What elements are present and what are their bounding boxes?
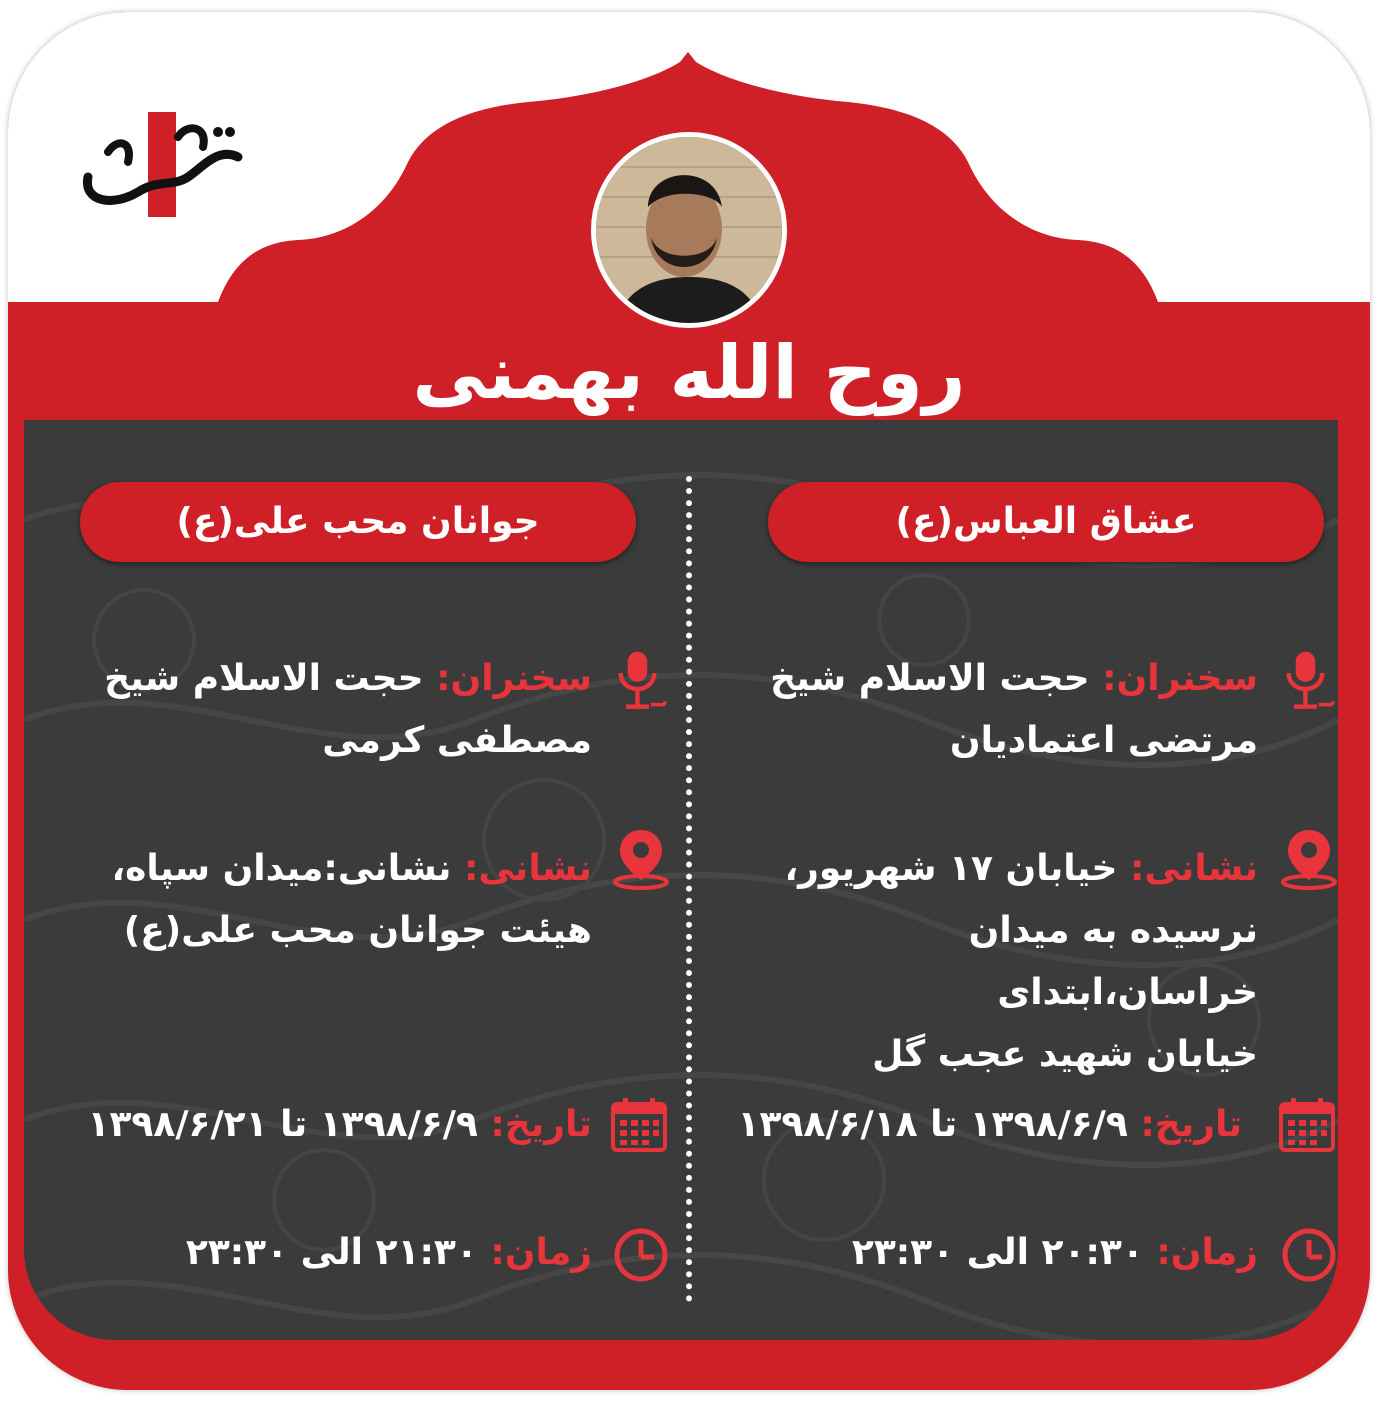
clock-icon bbox=[612, 1224, 670, 1286]
speaker-line1: حجت الاسلام شیخ bbox=[104, 658, 424, 699]
date-label: تاریخ: bbox=[1140, 1104, 1242, 1145]
clock-icon bbox=[1280, 1224, 1338, 1286]
event-title-pill: جوانان محب علی(ع) bbox=[80, 482, 636, 562]
calendar-icon bbox=[1278, 1094, 1336, 1156]
date-row bbox=[622, 1094, 1242, 1156]
speaker-label: سخنران: bbox=[436, 658, 592, 699]
speaker-line2: مرتضی اعتمادیان bbox=[949, 720, 1258, 761]
calendar-icon bbox=[610, 1094, 668, 1156]
date-label: تاریخ: bbox=[490, 1104, 592, 1145]
speaker-line1: حجت الاسلام شیخ bbox=[770, 658, 1090, 699]
address-row bbox=[698, 838, 1258, 1086]
speaker-line2: مصطفی کرمی bbox=[322, 720, 592, 761]
speaker-row bbox=[698, 648, 1258, 772]
location-pin-icon bbox=[1280, 828, 1338, 890]
speaker-row bbox=[72, 648, 592, 772]
microphone-icon bbox=[1280, 650, 1338, 712]
speaker-label: سخنران: bbox=[1102, 658, 1258, 699]
time-row bbox=[698, 1222, 1258, 1284]
brand-logo bbox=[78, 107, 248, 222]
time-label: زمان: bbox=[1156, 1232, 1258, 1273]
location-pin-icon bbox=[612, 828, 670, 890]
microphone-icon bbox=[612, 650, 670, 712]
date-row bbox=[32, 1094, 592, 1156]
date-value: ۱۳۹۸/۶/۹ تا ۱۳۹۸/۶/۱۸ bbox=[737, 1104, 1128, 1145]
event-title-pill: عشاق العباس(ع) bbox=[768, 482, 1324, 562]
address-line3: خیابان شهید عجب گل bbox=[872, 1034, 1258, 1075]
address-label: نشانی: bbox=[1129, 848, 1258, 889]
address-line1: خیابان ۱۷ شهریور، bbox=[784, 848, 1118, 889]
address-row bbox=[72, 838, 592, 962]
address-label: نشانی: bbox=[463, 848, 592, 889]
time-row bbox=[72, 1222, 592, 1284]
address-line1: نشانی:میدان سپاه، bbox=[111, 848, 452, 889]
speaker-avatar bbox=[591, 132, 787, 328]
date-value: ۱۳۹۸/۶/۹ تا ۱۳۹۸/۶/۲۱ bbox=[87, 1104, 478, 1145]
speaker-name-title: روح الله بهمنی bbox=[412, 330, 966, 416]
address-line2: هیئت جوانان محب علی(ع) bbox=[123, 910, 592, 951]
time-value: ۲۰:۳۰ الی ۲۳:۳۰ bbox=[851, 1232, 1144, 1273]
address-line2: نرسیده به میدان خراسان،ابتدای bbox=[968, 910, 1258, 1013]
time-value: ۲۱:۳۰ الی ۲۳:۳۰ bbox=[185, 1232, 478, 1273]
time-label: زمان: bbox=[490, 1232, 592, 1273]
column-divider bbox=[686, 476, 692, 1302]
